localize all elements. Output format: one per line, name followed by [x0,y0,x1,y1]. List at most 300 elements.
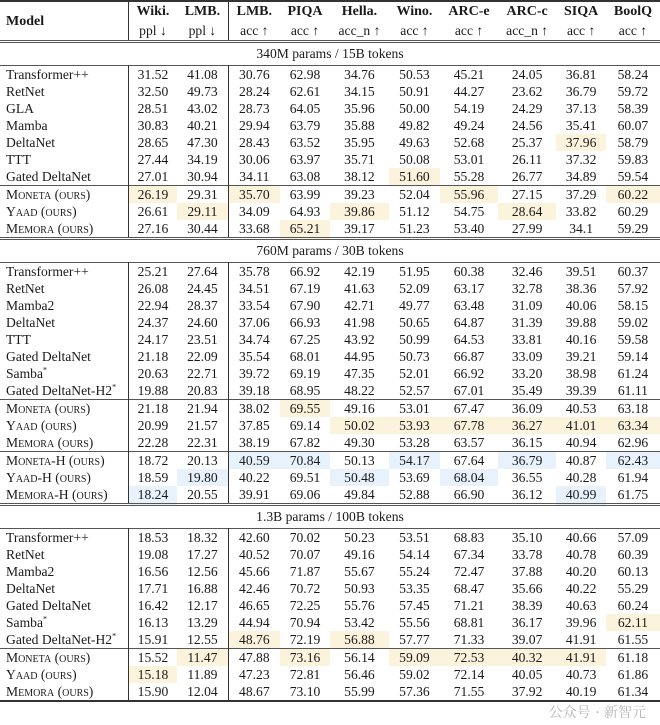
model-label: Transformer++ [6,530,89,545]
model-label: Samba [6,615,43,630]
model-name [0,117,129,134]
value-cell: 71.87 [289,564,321,579]
value-cell: 53.28 [399,435,430,450]
value-cell: 36.15 [511,435,543,450]
value-cell: 22.28 [137,435,169,450]
value-cell: 42.71 [344,298,375,313]
value-cell: 61.75 [617,487,649,502]
model-label: DeltaNet [6,315,56,330]
table-row [0,529,660,547]
value-cell: 50.73 [399,349,430,364]
value-cell: 34.11 [239,169,270,184]
value-cell: 56.46 [344,667,375,682]
value-cell: 53.01 [389,400,441,418]
value-cell: 41.63 [344,281,375,296]
model-name [0,434,129,452]
value-cell: 50.99 [399,332,430,347]
value-cell: 47.88 [228,649,279,667]
table-row [0,580,660,597]
value-cell: 63.18 [606,400,660,418]
section-header-row [0,505,660,529]
value-cell: 20.83 [177,382,228,400]
value-cell: 44.94 [239,615,270,630]
column-header-model: Model [0,1,129,42]
best-hybrid-cell: 36.79 [498,452,556,470]
value-cell: 57.77 [399,632,430,647]
value-cell: 17.71 [137,581,169,596]
value-cell: 50.08 [399,152,430,167]
value-cell: 33.81 [511,332,543,347]
model-label: Mamba2 [6,564,55,579]
column-header-name: Hella. [330,1,388,21]
value-cell: 58.79 [617,135,649,150]
value-cell: 58.24 [606,66,660,84]
model-name [0,597,129,614]
value-cell: 69.19 [289,366,321,381]
value-cell: 42.19 [330,263,388,281]
table-row [0,486,660,505]
value-cell: 35.88 [344,118,375,133]
value-cell: 36.55 [511,470,543,485]
value-cell: 30.44 [177,220,228,239]
value-cell: 33.78 [511,547,543,562]
value-cell: 57.36 [389,683,441,701]
value-cell: 23.62 [511,84,543,99]
value-cell: 72.25 [289,598,321,613]
value-cell: 20.55 [177,486,228,505]
value-cell: 51.95 [389,263,441,281]
table-row [0,134,660,151]
value-cell: 30.83 [137,118,169,133]
table-row [0,452,660,470]
best-cell: 53.93 [389,417,441,434]
value-cell: 37.29 [556,186,606,204]
value-cell: 35.71 [344,152,375,167]
value-cell: 60.38 [440,263,498,281]
value-cell: 69.51 [289,470,321,485]
value-cell: 16.56 [137,564,169,579]
value-cell: 34.74 [239,332,270,347]
value-cell: 50.13 [330,452,388,470]
value-cell: 50.93 [344,581,375,596]
value-cell: 51.12 [399,204,430,219]
value-cell: 60.24 [617,598,649,613]
header-row [0,1,660,21]
value-cell: 67.34 [453,547,485,562]
value-cell: 36.09 [498,400,556,418]
column-header-name: LMB. [177,1,228,21]
value-cell: 63.79 [289,118,321,133]
value-cell: 73.10 [280,683,330,701]
value-cell: 22.94 [137,298,169,313]
value-cell: 19.88 [137,383,169,398]
value-cell: 31.09 [511,298,543,313]
value-cell: 61.86 [617,667,649,682]
section-title: 760M params / 30B tokens [0,239,660,263]
value-cell: 68.47 [453,581,485,596]
model-label: Memora (ours) [6,435,94,450]
table-row [0,83,660,100]
value-cell: 39.88 [565,315,597,330]
value-cell: 49.63 [399,135,430,150]
model-name [0,486,129,505]
footnote-marker: * [43,614,47,624]
value-cell: 27.01 [137,169,169,184]
model-name [0,580,129,597]
value-cell: 63.08 [289,169,321,184]
value-cell: 63.48 [453,298,485,313]
best-cell: 55.96 [440,186,498,204]
model-label: TTT [6,152,31,167]
value-cell: 28.73 [239,101,270,116]
table-row [0,117,660,134]
value-cell: 33.82 [565,204,597,219]
value-cell: 40.78 [565,547,597,562]
model-label: Transformer++ [6,264,89,279]
table-row [0,400,660,418]
value-cell: 12.04 [177,683,228,701]
model-label: DeltaNet [6,135,56,150]
model-name [0,529,129,547]
value-cell: 64.53 [453,332,485,347]
section-title: 340M params / 15B tokens [0,42,660,66]
value-cell: 18.53 [129,529,177,547]
value-cell: 24.05 [498,66,556,84]
column-header-metric: acc ↑ [290,23,320,38]
value-cell: 35.95 [344,135,375,150]
best-cell: 73.16 [280,649,330,667]
model-name [0,382,129,400]
value-cell: 69.06 [289,487,321,502]
section-header-row [0,42,660,66]
value-cell: 29.31 [177,186,228,204]
model-label: RetNet [6,84,45,99]
value-cell: 15.52 [129,649,177,667]
table-row [0,186,660,204]
value-cell: 35.10 [498,529,556,547]
value-cell: 33.68 [239,221,270,236]
value-cell: 67.19 [289,281,321,296]
model-name [0,134,129,151]
best-hybrid-cell: 54.17 [389,452,441,470]
best-cell: 56.88 [330,631,388,649]
value-cell: 72.14 [453,667,485,682]
model-name [0,417,129,434]
value-cell: 35.96 [344,101,375,116]
model-name [0,314,129,331]
value-cell: 52.68 [453,135,485,150]
value-cell: 12.56 [177,563,228,580]
value-cell: 33.20 [511,366,543,381]
model-name [0,649,129,667]
model-label: Mamba [6,118,48,133]
model-label: Gated DeltaNet-H2 [6,632,113,647]
best-cell: 11.47 [177,649,228,667]
value-cell: 49.16 [344,547,375,562]
model-name [0,331,129,348]
value-cell: 40.22 [565,581,597,596]
value-cell: 39.18 [239,383,270,398]
model-label: Samba [6,366,43,381]
model-label: DeltaNet [6,581,56,596]
value-cell: 37.32 [565,152,597,167]
value-cell: 35.41 [565,118,597,133]
value-cell: 34.19 [177,151,228,168]
value-cell: 30.76 [228,66,279,84]
value-cell: 50.23 [330,529,388,547]
value-cell: 22.71 [177,365,228,382]
value-cell: 59.54 [617,169,649,184]
value-cell: 40.52 [239,547,270,562]
model-name [0,469,129,486]
best-cell: 69.55 [280,400,330,418]
table-row [0,314,660,331]
value-cell: 12.55 [177,631,228,649]
table-row [0,203,660,220]
value-cell: 37.92 [498,683,556,701]
value-cell: 32.78 [511,281,543,296]
value-cell: 58.15 [617,298,649,313]
value-cell: 40.66 [556,529,606,547]
value-cell: 72.81 [289,667,321,682]
table-row [0,263,660,281]
value-cell: 39.07 [511,632,543,647]
value-cell: 35.66 [511,581,543,596]
table-row [0,614,660,631]
value-cell: 57.09 [606,529,660,547]
value-cell: 59.02 [617,315,649,330]
table-row [0,563,660,580]
value-cell: 22.09 [177,348,228,365]
value-cell: 16.13 [137,615,169,630]
column-header-metric: acc ↑ [566,23,596,38]
value-cell: 15.91 [137,632,169,647]
column-header-metric: acc ↑ [454,23,484,38]
best-cell: 60.22 [606,186,660,204]
value-cell: 53.40 [453,221,485,236]
value-cell: 18.59 [137,470,169,485]
value-cell: 32.50 [137,84,169,99]
value-cell: 63.97 [289,152,321,167]
value-cell: 16.42 [137,598,169,613]
model-label: Moneta (ours) [6,650,91,665]
best-hybrid-cell: 70.84 [280,452,330,470]
value-cell: 38.12 [344,169,375,184]
value-cell: 32.46 [498,263,556,281]
value-cell: 64.05 [289,101,321,116]
value-cell: 60.39 [617,547,649,562]
column-header-metric: acc_n ↑ [506,23,549,38]
value-cell: 54.19 [453,101,485,116]
model-name [0,563,129,580]
value-cell: 53.69 [399,470,430,485]
value-cell: 49.84 [344,487,375,502]
value-cell: 61.11 [617,383,648,398]
value-cell: 12.17 [177,597,228,614]
model-name [0,546,129,563]
model-label: Gated DeltaNet [6,169,91,184]
value-cell: 60.29 [617,204,649,219]
value-cell: 54.14 [399,547,430,562]
value-cell: 40.73 [565,667,597,682]
column-header-metric: ppl ↓ [139,23,167,38]
value-cell: 26.77 [511,169,543,184]
value-cell: 22.31 [177,434,228,452]
model-name [0,631,129,649]
value-cell: 35.49 [511,383,543,398]
table-row [0,382,660,400]
best-cell: 26.19 [129,186,177,204]
value-cell: 61.94 [617,470,649,485]
value-cell: 24.56 [511,118,543,133]
value-cell: 40.20 [565,564,597,579]
value-cell: 21.94 [177,400,228,418]
model-label: Yaad (ours) [6,204,77,219]
value-cell: 72.47 [453,564,485,579]
value-cell: 59.58 [617,332,649,347]
value-cell: 59.29 [617,221,649,236]
value-cell: 47.23 [239,667,270,682]
model-name [0,168,129,186]
best-cell: 50.02 [330,417,388,434]
value-cell: 34.76 [330,66,388,84]
best-cell: 59.09 [389,649,441,667]
model-name [0,365,129,382]
value-cell: 44.95 [344,349,375,364]
value-cell: 42.46 [239,581,270,596]
value-cell: 55.76 [344,598,375,613]
model-label: Yaad-H (ours) [6,470,91,485]
value-cell: 20.63 [137,366,169,381]
value-cell: 64.93 [289,204,321,219]
best-cell: 41.91 [556,649,606,667]
value-cell: 53.51 [389,529,441,547]
best-cell: 40.32 [498,649,556,667]
value-cell: 60.13 [617,564,649,579]
model-name [0,280,129,297]
value-cell: 41.91 [565,632,597,647]
table-row [0,66,660,84]
value-cell: 68.83 [440,529,498,547]
value-cell: 55.24 [399,564,430,579]
value-cell: 21.18 [129,400,177,418]
table-row [0,546,660,563]
value-cell: 53.35 [399,581,430,596]
column-header-name: ARC-c [498,1,556,21]
model-name [0,100,129,117]
value-cell: 29.94 [239,118,270,133]
model-name [0,203,129,220]
value-cell: 59.14 [617,349,649,364]
value-cell: 36.79 [565,84,597,99]
value-cell: 25.21 [129,263,177,281]
value-cell: 28.37 [177,297,228,314]
value-cell: 58.39 [617,101,649,116]
value-cell: 37.06 [239,315,270,330]
value-cell: 16.88 [177,580,228,597]
value-cell: 36.12 [511,487,543,502]
value-cell: 67.90 [289,298,321,313]
value-cell: 18.72 [129,452,177,470]
value-cell: 60.37 [606,263,660,281]
best-hybrid-cell: 50.48 [330,469,388,486]
value-cell: 63.99 [280,186,330,204]
value-cell: 38.36 [565,281,597,296]
column-header-metric: ppl ↓ [177,21,228,42]
value-cell: 52.01 [399,366,430,381]
model-label: Mamba2 [6,298,55,313]
value-cell: 18.32 [177,529,228,547]
value-cell: 31.52 [129,66,177,84]
model-label: Moneta (ours) [6,401,91,416]
value-cell: 34.89 [565,169,597,184]
table-row [0,100,660,117]
value-cell: 39.72 [239,366,270,381]
value-cell: 67.01 [453,383,485,398]
value-cell: 39.23 [330,186,388,204]
model-label: RetNet [6,547,45,562]
value-cell: 40.06 [565,298,597,313]
value-cell: 24.29 [511,101,543,116]
best-cell: 28.64 [498,203,556,220]
model-label: Memora-H (ours) [6,487,108,502]
model-name [0,151,129,168]
value-cell: 52.09 [399,281,430,296]
value-cell: 70.72 [289,581,321,596]
table-row [0,331,660,348]
value-cell: 67.25 [289,332,321,347]
value-cell: 71.21 [453,598,485,613]
value-cell: 34.1 [569,221,593,236]
value-cell: 42.60 [228,529,279,547]
best-cell: 15.18 [129,666,177,683]
value-cell: 40.87 [556,452,606,470]
value-cell: 64.87 [453,315,485,330]
table-row [0,280,660,297]
best-hybrid-cell: 18.24 [129,486,177,505]
model-label: Transformer++ [6,67,89,82]
table-row [0,151,660,168]
table-row [0,168,660,186]
value-cell: 57.45 [399,598,430,613]
model-name [0,297,129,314]
column-header-name: PIQA [280,1,330,21]
value-cell: 40.05 [511,667,543,682]
footnote-marker: * [112,382,117,392]
column-header-name: ARC-e [440,1,498,21]
column-header-name: Wiki. [129,1,177,21]
value-cell: 26.61 [137,204,169,219]
value-cell: 37.88 [511,564,543,579]
value-cell: 67.64 [440,452,498,470]
value-cell: 68.95 [289,383,321,398]
value-cell: 48.22 [344,383,375,398]
best-cell: 39.86 [330,203,388,220]
value-cell: 61.34 [606,683,660,701]
best-cell: 62.11 [606,614,660,631]
value-cell: 55.29 [617,581,649,596]
value-cell: 49.30 [344,435,375,450]
value-cell: 34.09 [239,204,270,219]
model-label: GLA [6,101,34,116]
value-cell: 26.11 [512,152,543,167]
value-cell: 55.67 [344,564,375,579]
model-name [0,220,129,239]
value-cell: 47.35 [344,366,375,381]
value-cell: 70.07 [289,547,321,562]
table-row [0,649,660,667]
column-header-name: Wino. [389,1,441,21]
